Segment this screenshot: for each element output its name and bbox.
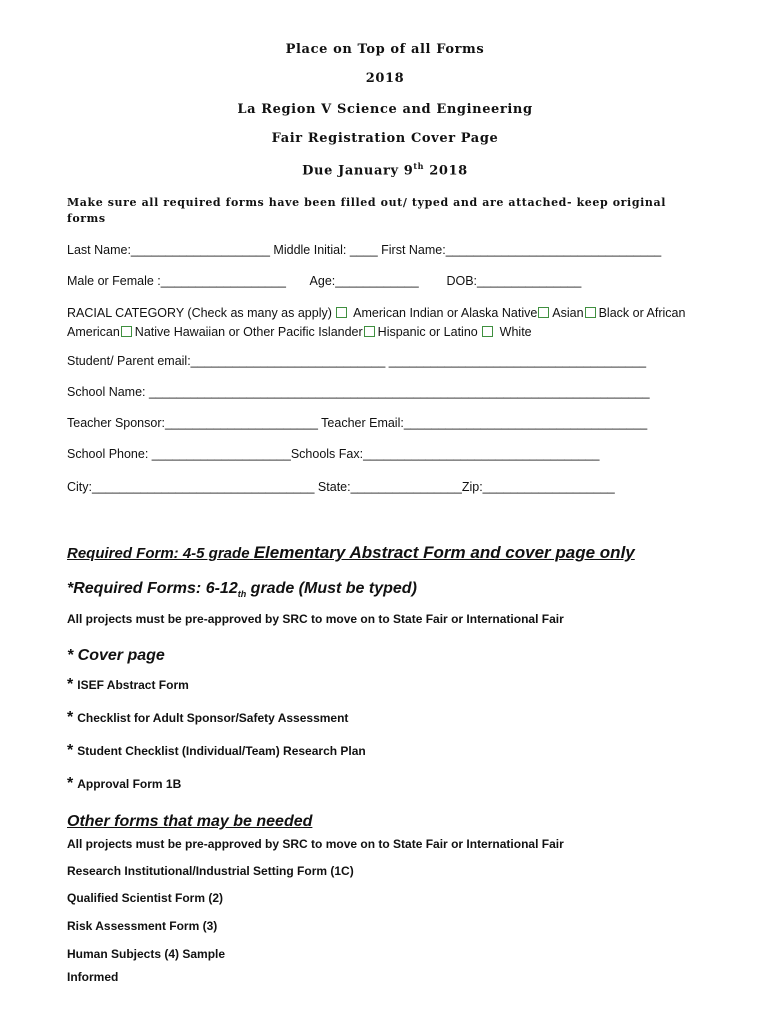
other-item-human-subjects: Human Subjects (4) Sample [67,947,226,961]
due-sup: th [413,161,425,171]
required-item-approval-form [67,775,181,793]
required-secondary-heading [67,580,417,599]
racial-opt-american-indian: American Indian or Alaska Native [350,306,538,320]
other-item-qualified-scientist: Qualified Scientist Form (2) [67,891,224,905]
req612-sub: th [237,589,247,600]
racial-opt-native-hawaiian: Native Hawaiian or Other Pacific Islander [134,325,363,339]
header-year: 2018 [365,71,405,86]
other-forms-heading: Other forms that may be needed [67,813,313,830]
header-line-1: Place on Top of all Forms [285,42,485,57]
preapproval-note: All projects must be pre-approved by SRC to move on to State Fair or International Fair [67,612,564,626]
racial-category [67,304,707,342]
checkbox-asian[interactable] [538,307,549,318]
gender-age-dob-line[interactable]: Male or Female :__________________ Age:____________ DOB:_______________ [67,274,582,288]
email-field-line[interactable]: Student/ Parent email:____________________________ _____________________________________ [67,354,647,368]
required-item-isef-abstract [67,676,189,694]
req612-prefix: *Required Forms: 6-12 [67,580,238,597]
racial-opt-hispanic: Hispanic or Latino [377,325,482,339]
cover-page-item: * Cover page [67,647,165,664]
other-item-research-institutional: Research Institutional/Industrial Setting Form (1C) [67,864,354,878]
req45-prefix: Required Form: 4-5 grade [67,545,254,562]
required-elementary-heading [67,543,635,563]
name-field-line[interactable]: Last Name:____________________ Middle Initial: ____ First Name:_______________________________ [67,243,662,257]
asterisk-icon: * [67,742,74,759]
header-registration-title: Fair Registration Cover Page [271,131,499,146]
required-item-checklist-adult [67,709,348,727]
asterisk-icon: * [67,709,74,726]
asterisk-icon: * [67,775,74,792]
required-item-label: Approval Form 1B [77,777,182,791]
city-state-zip-line[interactable]: City:________________________________ State:________________Zip:___________________ [67,480,615,494]
checkbox-native-hawaiian[interactable] [121,326,132,337]
req45-main: Elementary Abstract Form and cover page only [253,543,635,562]
other-item-risk-assessment: Risk Assessment Form (3) [67,919,218,933]
racial-opt-white: White [496,325,532,339]
instruction-note: Make sure all required forms have been filled out/ typed and are attached- keep original forms [67,196,666,225]
school-name-line[interactable]: School Name: ________________________________________________________________________ [67,385,650,399]
racial-opt-black: Black or African American [67,306,686,339]
required-item-student-checklist [67,742,366,760]
checkbox-black-african-american[interactable] [585,307,596,318]
racial-opt-asian: Asian [552,306,584,320]
header-fair-name: La Region V Science and Engineering [237,102,533,117]
other-item-informed: Informed [67,970,119,984]
header-due-date [0,161,770,178]
required-item-label: Checklist for Adult Sponsor/Safety Assessment [77,711,349,725]
req612-suffix: grade (Must be typed) [246,580,417,597]
checkbox-hispanic[interactable] [364,326,375,337]
due-prefix: Due January 9 [302,163,414,179]
other-preapproval-note: All projects must be pre-approved by SRC to move on to State Fair or International Fair [67,837,564,851]
checkbox-white[interactable] [482,326,493,337]
checkbox-american-indian[interactable] [336,307,347,318]
due-suffix: 2018 [424,163,468,179]
asterisk-icon: * [67,676,74,693]
teacher-line[interactable]: Teacher Sponsor:______________________ Teacher Email:___________________________________ [67,416,648,430]
required-item-label: ISEF Abstract Form [77,678,189,692]
school-phone-fax-line[interactable]: School Phone: ____________________Schools Fax:__________________________________ [67,447,600,461]
racial-label: RACIAL CATEGORY (Check as many as apply) [67,306,336,320]
required-item-label: Student Checklist (Individual/Team) Research Plan [77,744,366,758]
